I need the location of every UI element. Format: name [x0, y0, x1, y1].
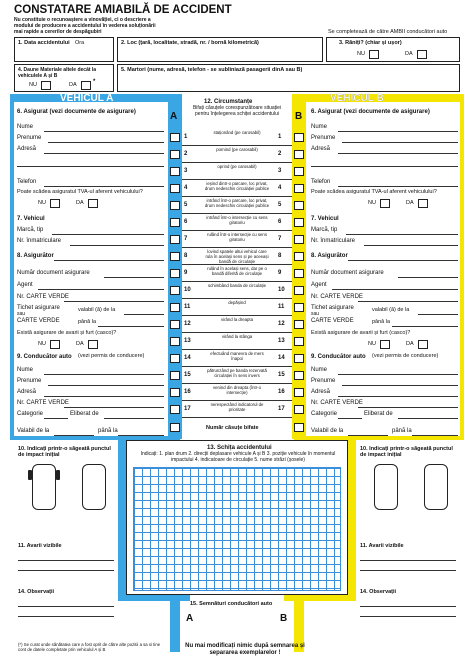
signature-a-label: A	[186, 613, 194, 624]
b-firstname-label: Prenume	[311, 135, 336, 141]
circumstance-b-checkbox[interactable]	[294, 252, 304, 261]
circumstance-number: 7	[184, 236, 188, 242]
circumstance-b-checkbox[interactable]	[294, 388, 304, 397]
b-firstname-input[interactable]	[342, 142, 458, 143]
vehicle-a-section	[14, 102, 168, 436]
b-validfrom-label: Valabil de la	[311, 428, 344, 434]
circumstance-number: 14	[278, 355, 285, 361]
b-driver-hint: (vezi permis de conducere)	[372, 353, 439, 359]
circumstance-row	[182, 350, 292, 367]
circumstance-number: 8	[278, 253, 282, 259]
a-driver-name-label: Nume	[17, 367, 34, 373]
circumstance-divider	[182, 417, 292, 418]
a-wheel-icon	[28, 470, 32, 480]
a-phone-input[interactable]	[44, 186, 164, 187]
material-damage-label: 4. Daune Materiale altele decât la vehiculele A și B	[18, 67, 97, 79]
b-policy-input[interactable]	[398, 277, 458, 278]
circumstance-row	[182, 146, 292, 163]
a-damage-line-2[interactable]	[18, 570, 114, 571]
circumstance-number: 9	[184, 270, 188, 276]
b-driver-name-input[interactable]	[338, 374, 458, 375]
circumstance-b-checkbox[interactable]	[294, 354, 304, 363]
a-insured-heading: 6. Asigurat (vezi documente de asigurare)	[17, 109, 136, 115]
b-truck-outline[interactable]	[424, 464, 448, 510]
a-driver-firstname-input[interactable]	[48, 385, 164, 386]
circumstance-number: 16	[278, 389, 285, 395]
page-title: CONSTATARE AMIABILĂ DE ACCIDENT	[14, 4, 232, 16]
a-address-label: Adresă	[17, 146, 37, 152]
injured-no-checkbox[interactable]	[369, 50, 379, 59]
circumstance-number: 2	[278, 151, 282, 157]
b-observations-line-2[interactable]	[360, 616, 456, 617]
circumstance-number: 17	[278, 406, 285, 412]
circumstance-text: lovind spatele altui vehicul care rula în același sens și pe aceeași bandă de circulație	[205, 249, 269, 264]
circumstance-text: efectuând manevra de mers înapoi	[210, 351, 264, 361]
circumstance-number: 15	[278, 372, 285, 378]
signature-b-area[interactable]	[238, 612, 276, 638]
b-until-label: până la	[372, 319, 391, 325]
b-brand-input[interactable]	[346, 234, 458, 235]
circumstance-number: 1	[278, 134, 282, 140]
circumstance-text: rulând într-o intersecție cu sens giratoriu	[207, 232, 267, 242]
b-vat-label: Poate scădea asiguratul TVA-ul aferent vehiculului?	[311, 189, 437, 195]
circumstance-number: 8	[184, 253, 188, 259]
a-driver-hint: (vezi permis de conducere)	[78, 353, 145, 359]
injured-no-label: NU	[357, 51, 365, 57]
a-vat-no-label: NU	[38, 200, 46, 206]
a-observations-line-1[interactable]	[18, 606, 114, 607]
sketch-section	[126, 440, 348, 595]
b-brand-label: Marcă, tip	[311, 227, 338, 233]
sketch-grid[interactable]	[133, 467, 341, 591]
material-damage-field	[14, 64, 114, 92]
damage-yes-checkbox[interactable]	[81, 81, 91, 90]
sketch-title: 13. Schița accidentului	[207, 445, 272, 451]
a-insurer-input[interactable]	[54, 260, 164, 261]
vehicle-b-section	[306, 102, 460, 436]
circumstance-number: 13	[278, 338, 285, 344]
b-casco-yes-label: DA	[406, 341, 414, 347]
a-greencard-input[interactable]	[64, 301, 164, 302]
circumstance-row	[182, 384, 292, 401]
a-until-input[interactable]	[98, 326, 164, 327]
b-phone-input[interactable]	[338, 186, 458, 187]
circumstance-row	[182, 401, 292, 418]
circumstance-text: venind din dreapta (într-o intersecție)	[212, 385, 261, 395]
a-validfrom-input[interactable]	[54, 435, 94, 436]
sketch-left-band	[118, 436, 126, 598]
b-observations-line-1[interactable]	[360, 606, 456, 607]
circumstance-a-checkbox[interactable]	[170, 337, 180, 346]
circumstance-text: staționând (pe carosabil)	[213, 130, 261, 135]
circumstance-number: 4	[278, 185, 282, 191]
circumstance-row	[182, 231, 292, 248]
vehicle-b-bottom	[356, 440, 460, 640]
circumstance-row	[182, 180, 292, 197]
a-address-input-2[interactable]	[17, 166, 164, 167]
b-casco-yes-checkbox[interactable]	[418, 340, 428, 349]
a-casco-no-label: NU	[38, 341, 46, 347]
location-label: 2. Loc (țară, localitate, stradă, nr. / bornă kilometrică)	[121, 40, 259, 46]
circumstance-number: 10	[184, 287, 191, 293]
circumstance-text: intrând într-o intersecție cu sens giratoriu	[206, 215, 268, 225]
circumstance-number: 5	[184, 202, 188, 208]
vehicle-b-right-band	[460, 94, 464, 439]
b-plate-input[interactable]	[364, 245, 458, 246]
circumstances-count-label: Număr căsuțe bifate	[206, 425, 259, 431]
b-ticket-label: Tichet asigurare	[311, 305, 354, 311]
circumstance-number: 3	[184, 168, 188, 174]
damage-star: *	[93, 79, 96, 85]
a-observations-label: 14. Observații	[18, 589, 55, 595]
a-vat-label: Poate scădea asiguratul TVA-ul aferent vehiculului?	[17, 189, 143, 195]
circumstance-row	[182, 316, 292, 333]
a-name-label: Nume	[17, 124, 34, 130]
a-issued-label: Eliberat de	[70, 411, 99, 417]
circumstance-text: virând la dreapta	[220, 317, 253, 322]
circumstance-a-checkbox[interactable]	[170, 235, 180, 244]
circumstances-count-row	[182, 420, 292, 436]
circumstance-b-checkbox[interactable]	[294, 150, 304, 159]
circumstance-number: 1	[184, 134, 188, 140]
a-driver-name-input[interactable]	[44, 374, 164, 375]
circumstance-b-checkbox[interactable]	[294, 218, 304, 227]
a-agent-label: Agent	[17, 282, 33, 288]
a-observations-line-2[interactable]	[18, 616, 114, 617]
b-name-label: Nume	[311, 124, 328, 130]
a-name-input[interactable]	[44, 131, 164, 132]
a-firstname-label: Prenume	[17, 135, 42, 141]
b-impact-label: 10. Indicați printr-o săgeată punctul de impact inițial	[360, 446, 453, 459]
circumstance-a-checkbox[interactable]	[170, 388, 180, 397]
b-validuntil-input[interactable]	[412, 435, 458, 436]
a-driver-address-label: Adresă	[17, 389, 37, 395]
b-phone-label: Telefon	[311, 179, 331, 185]
injured-yes-checkbox[interactable]	[417, 50, 427, 59]
circumstance-number: 15	[184, 372, 191, 378]
circumstance-text: virând la stânga	[221, 334, 253, 339]
circumstance-row	[182, 333, 292, 350]
b-casco-label: Există asigurare de avarii și furt (casco)?	[311, 330, 411, 336]
b-name-input[interactable]	[338, 131, 458, 132]
circumstance-b-checkbox[interactable]	[294, 337, 304, 346]
circumstance-b-checkbox[interactable]	[294, 235, 304, 244]
a-valid-label: valabil (ă) de la	[78, 307, 116, 313]
b-issued-label: Eliberat de	[364, 411, 393, 417]
bottom-notice: Nu mai modificați nimic după semnarea și separarea exemplarelor !	[185, 643, 305, 656]
b-driver-firstname-input[interactable]	[342, 385, 458, 386]
circumstance-number: 7	[278, 236, 282, 242]
circumstances-title: 12. Circumstanțe	[204, 99, 253, 105]
vehicle-a-title: VEHICUL A	[60, 93, 114, 104]
b-casco-no-label: NU	[368, 341, 376, 347]
circumstance-number: 4	[184, 185, 188, 191]
a-driver-license-input[interactable]	[64, 407, 164, 408]
a-driver-firstname-label: Prenume	[17, 378, 42, 384]
a-issued-input[interactable]	[104, 418, 164, 419]
b-cardgreen-label: CARTE VERDE	[311, 318, 354, 324]
witnesses-field[interactable]	[117, 64, 460, 92]
damage-yes-label: DA	[69, 82, 77, 88]
a-vat-yes-label: DA	[76, 200, 84, 206]
b-issued-input[interactable]	[398, 418, 458, 419]
circumstance-row	[182, 129, 292, 146]
b-observations-label: 14. Observații	[360, 589, 397, 595]
circumstance-row	[182, 299, 292, 316]
circumstance-b-checkbox[interactable]	[294, 303, 304, 312]
circumstance-row	[182, 214, 292, 231]
circumstance-text: rulând în același sens, dar pe o bandă diferită de circulație	[207, 266, 267, 276]
a-brand-label: Marcă, tip	[17, 227, 44, 233]
sketch-right-band	[348, 436, 356, 598]
circumstance-number: 5	[278, 202, 282, 208]
a-plate-label: Nr. înmatriculare	[17, 238, 62, 244]
b-greencard-label: Nr. CARTE VERDE	[311, 294, 363, 300]
circumstance-a-checkbox[interactable]	[170, 286, 180, 295]
a-driver-address-input[interactable]	[44, 396, 164, 397]
b-driver-address-label: Adresă	[311, 389, 331, 395]
a-greencard-label: Nr. CARTE VERDE	[17, 294, 69, 300]
circumstance-text: schimbând banda de circulație	[207, 283, 267, 288]
footer-note: (*) Se curat unde sănătatea care a fost oprit de către alte pozitii a sa si tine cont de datele completate prin vehiculul A și B	[18, 642, 161, 652]
a-sau-label: sau	[17, 311, 26, 317]
circumstance-b-checkbox[interactable]	[294, 320, 304, 329]
b-vat-yes-checkbox[interactable]	[418, 199, 428, 208]
column-letter-a: A	[170, 111, 178, 122]
circumstance-a-checkbox[interactable]	[170, 405, 180, 414]
a-firstname-input[interactable]	[48, 142, 164, 143]
b-vehicle-heading: 7. Vehicul	[311, 216, 339, 222]
b-until-input[interactable]	[392, 326, 458, 327]
injured-yes-label: DA	[405, 51, 413, 57]
circumstance-number: 12	[184, 321, 191, 327]
b-agent-input[interactable]	[332, 289, 458, 290]
circumstance-b-checkbox[interactable]	[294, 167, 304, 176]
date-label: 1. Data accidentului	[18, 40, 70, 46]
column-letter-b: B	[295, 111, 303, 122]
b-validfrom-input[interactable]	[348, 435, 388, 436]
b-car-outline[interactable]	[374, 464, 398, 510]
circumstance-row	[182, 367, 292, 384]
circumstance-text: nerespectând indicatorul de prioritate	[210, 402, 264, 412]
a-truck-outline[interactable]	[82, 464, 106, 510]
a-valid-input[interactable]	[124, 314, 164, 315]
circumstance-a-checkbox[interactable]	[170, 320, 180, 329]
circumstance-number: 11	[184, 304, 191, 310]
circumstance-row	[182, 265, 292, 282]
a-plate-input[interactable]	[70, 245, 164, 246]
circumstance-a-checkbox[interactable]	[170, 133, 180, 142]
subtitle-line-2: modului de producere a accidentului în vederea soluționării	[14, 23, 156, 29]
circumstance-b-checkbox[interactable]	[294, 201, 304, 210]
circumstance-number: 9	[278, 270, 282, 276]
a-category-label: Categorie	[17, 411, 44, 417]
a-wheel-icon	[56, 470, 60, 480]
b-address-input[interactable]	[338, 153, 458, 154]
circumstance-text: depășind	[228, 300, 246, 305]
date-field[interactable]	[14, 37, 114, 62]
circumstance-row	[182, 248, 292, 265]
subtitle-line-1: Nu constituie o recunoaștere a vinovăției, ci o descriere a	[14, 17, 151, 23]
circumstance-a-checkbox[interactable]	[170, 371, 180, 380]
a-damage-line-1[interactable]	[18, 560, 114, 561]
b-valid-input[interactable]	[418, 314, 458, 315]
circumstance-b-checkbox[interactable]	[294, 405, 304, 414]
injured-field	[326, 37, 460, 62]
injured-label: 3. Răniți? (chiar și ușor)	[339, 40, 402, 46]
witnesses-label: 5. Martori (nume, adresă, telefon - se subliniază pasagerii dinA sau B)	[121, 67, 303, 73]
a-driver-license-label: Nr. CARTE VERDE	[17, 400, 69, 406]
subtitle-line-3: mai rapide a cererilor de despăgubiri	[14, 29, 102, 35]
circumstance-number: 17	[184, 406, 191, 412]
signatures-section	[180, 600, 294, 640]
circumstance-number: 13	[184, 338, 191, 344]
a-impact-label: 10. Indicați printr-o săgeată punctul de impact inițial	[18, 446, 111, 459]
a-validuntil-label: până la	[98, 428, 118, 434]
a-car-outline[interactable]	[32, 464, 56, 510]
circumstance-number: 14	[184, 355, 191, 361]
location-field[interactable]	[117, 37, 323, 62]
a-damage-label: 11. Avarii vizibile	[18, 543, 62, 549]
b-category-label: Categorie	[311, 411, 338, 417]
b-vat-no-checkbox[interactable]	[380, 199, 390, 208]
circumstance-text: oprind (pe carosabil)	[217, 164, 257, 169]
circumstance-b-checkbox[interactable]	[294, 371, 304, 380]
circumstance-row	[182, 197, 292, 214]
circumstances-hint: Bifați căsuțele corespunzătoare situației pentru înțelegerea schiței accidentului	[192, 105, 282, 117]
vehicle-a-bottom	[14, 440, 118, 640]
circumstance-a-checkbox[interactable]	[170, 303, 180, 312]
a-validuntil-input[interactable]	[118, 435, 164, 436]
b-vat-no-label: NU	[368, 200, 376, 206]
a-casco-yes-label: DA	[76, 341, 84, 347]
circumstance-number: 10	[278, 287, 285, 293]
b-damage-label: 11. Avarii vizibile	[360, 543, 404, 549]
b-policy-label: Număr document asigurare	[311, 270, 384, 276]
a-casco-label: Există asigurare de avarii și furt (casco)?	[17, 330, 117, 336]
b-sau-label: sau	[311, 311, 320, 317]
count-b-box[interactable]	[294, 423, 304, 432]
circumstance-number: 6	[278, 219, 282, 225]
a-brand-input[interactable]	[52, 234, 164, 235]
circumstance-a-checkbox[interactable]	[170, 201, 180, 210]
circumstance-b-checkbox[interactable]	[294, 133, 304, 142]
b-insured-heading: 6. Asigurat (vezi documente de asigurare)	[311, 109, 430, 115]
b-driver-heading: 9. Conducător auto	[311, 354, 366, 360]
a-until-label: până la	[78, 319, 97, 325]
circumstance-row	[182, 163, 292, 180]
circumstance-text: ieșind dintr-o parcare, loc privat, drum nedeschis circulației publice	[204, 181, 270, 191]
sketch-hint: Indicați: 1. plan drum 2. direcții deplasare vehicule A și B 3. poziție vehicule în momentul impactului 4. indicatoare de circulație 5. nume străzi (șosele)	[140, 451, 336, 463]
b-casco-no-checkbox[interactable]	[380, 340, 390, 349]
a-category-input[interactable]	[44, 418, 68, 419]
circumstance-number: 6	[184, 219, 188, 225]
circumstance-a-checkbox[interactable]	[170, 269, 180, 278]
a-vehicle-heading: 7. Vehicul	[17, 216, 45, 222]
a-agent-input[interactable]	[38, 289, 164, 290]
b-vat-yes-label: DA	[406, 200, 414, 206]
circumstance-b-checkbox[interactable]	[294, 184, 304, 193]
circumstance-a-checkbox[interactable]	[170, 184, 180, 193]
b-plate-label: Nr. înmatriculare	[311, 238, 356, 244]
b-insurer-input[interactable]	[348, 260, 458, 261]
a-casco-yes-checkbox[interactable]	[88, 340, 98, 349]
b-validuntil-label: până la	[392, 428, 412, 434]
circumstance-text: pătrunzând pe banda rezervată circulației în sens invers	[207, 368, 267, 378]
circumstance-number: 11	[278, 304, 285, 310]
signature-a-area[interactable]	[198, 612, 236, 638]
circumstance-number: 2	[184, 151, 188, 157]
header-note: Se completează de către AMBII conducători auto	[328, 29, 448, 35]
circumstance-number: 3	[278, 168, 282, 174]
a-cardgreen-label: CARTE VERDE	[17, 318, 60, 324]
circumstance-text: pornind (pe carosabil)	[216, 147, 258, 152]
circumstance-b-checkbox[interactable]	[294, 269, 304, 278]
b-driver-name-label: Nume	[311, 367, 328, 373]
signature-b-label: B	[280, 613, 288, 624]
b-greencard-input[interactable]	[358, 301, 458, 302]
circumstance-number: 16	[184, 389, 191, 395]
time-label: Ora	[75, 40, 85, 46]
circumstance-a-checkbox[interactable]	[170, 252, 180, 261]
circumstance-a-checkbox[interactable]	[170, 354, 180, 363]
a-driver-heading: 9. Conducător auto	[17, 354, 72, 360]
a-address-input[interactable]	[44, 153, 164, 154]
circumstance-number: 12	[278, 321, 285, 327]
signature-a-band	[170, 600, 180, 652]
a-ticket-label: Tichet asigurare	[17, 305, 60, 311]
b-driver-address-input[interactable]	[338, 396, 458, 397]
b-driver-license-label: Nr. CARTE VERDE	[311, 400, 363, 406]
circumstance-row	[182, 282, 292, 299]
damage-no-checkbox[interactable]	[41, 81, 51, 90]
circumstance-b-checkbox[interactable]	[294, 286, 304, 295]
circumstance-text: intrând într-o parcare, loc privat, drum nedeschis circulației publice	[204, 198, 270, 208]
b-address-label: Adresă	[311, 146, 331, 152]
a-vat-yes-checkbox[interactable]	[88, 199, 98, 208]
b-insurer-heading: 8. Asigurător	[311, 253, 348, 259]
circumstance-a-checkbox[interactable]	[170, 150, 180, 159]
a-casco-no-checkbox[interactable]	[50, 340, 60, 349]
a-validfrom-label: Valabil de la	[17, 428, 50, 434]
b-agent-label: Agent	[311, 282, 327, 288]
b-category-input[interactable]	[338, 418, 362, 419]
b-damage-line-2[interactable]	[360, 570, 456, 571]
a-policy-input[interactable]	[104, 277, 164, 278]
b-driver-license-input[interactable]	[358, 407, 458, 408]
a-vat-no-checkbox[interactable]	[50, 199, 60, 208]
b-valid-label: valabil (ă) de la	[372, 307, 410, 313]
vehicle-b-title: VEHICUL B	[330, 93, 384, 104]
b-damage-line-1[interactable]	[360, 560, 456, 561]
signatures-title: 15. Semnături conducători auto	[190, 601, 273, 607]
a-phone-label: Telefon	[17, 179, 37, 185]
b-driver-firstname-label: Prenume	[311, 378, 336, 384]
damage-no-label: NU	[29, 82, 37, 88]
a-policy-label: Număr document asigurare	[17, 270, 90, 276]
circumstance-a-checkbox[interactable]	[170, 218, 180, 227]
circumstance-a-checkbox[interactable]	[170, 167, 180, 176]
count-a-box[interactable]	[170, 423, 180, 432]
b-address-input-2[interactable]	[311, 166, 458, 167]
a-insurer-heading: 8. Asigurător	[17, 253, 54, 259]
